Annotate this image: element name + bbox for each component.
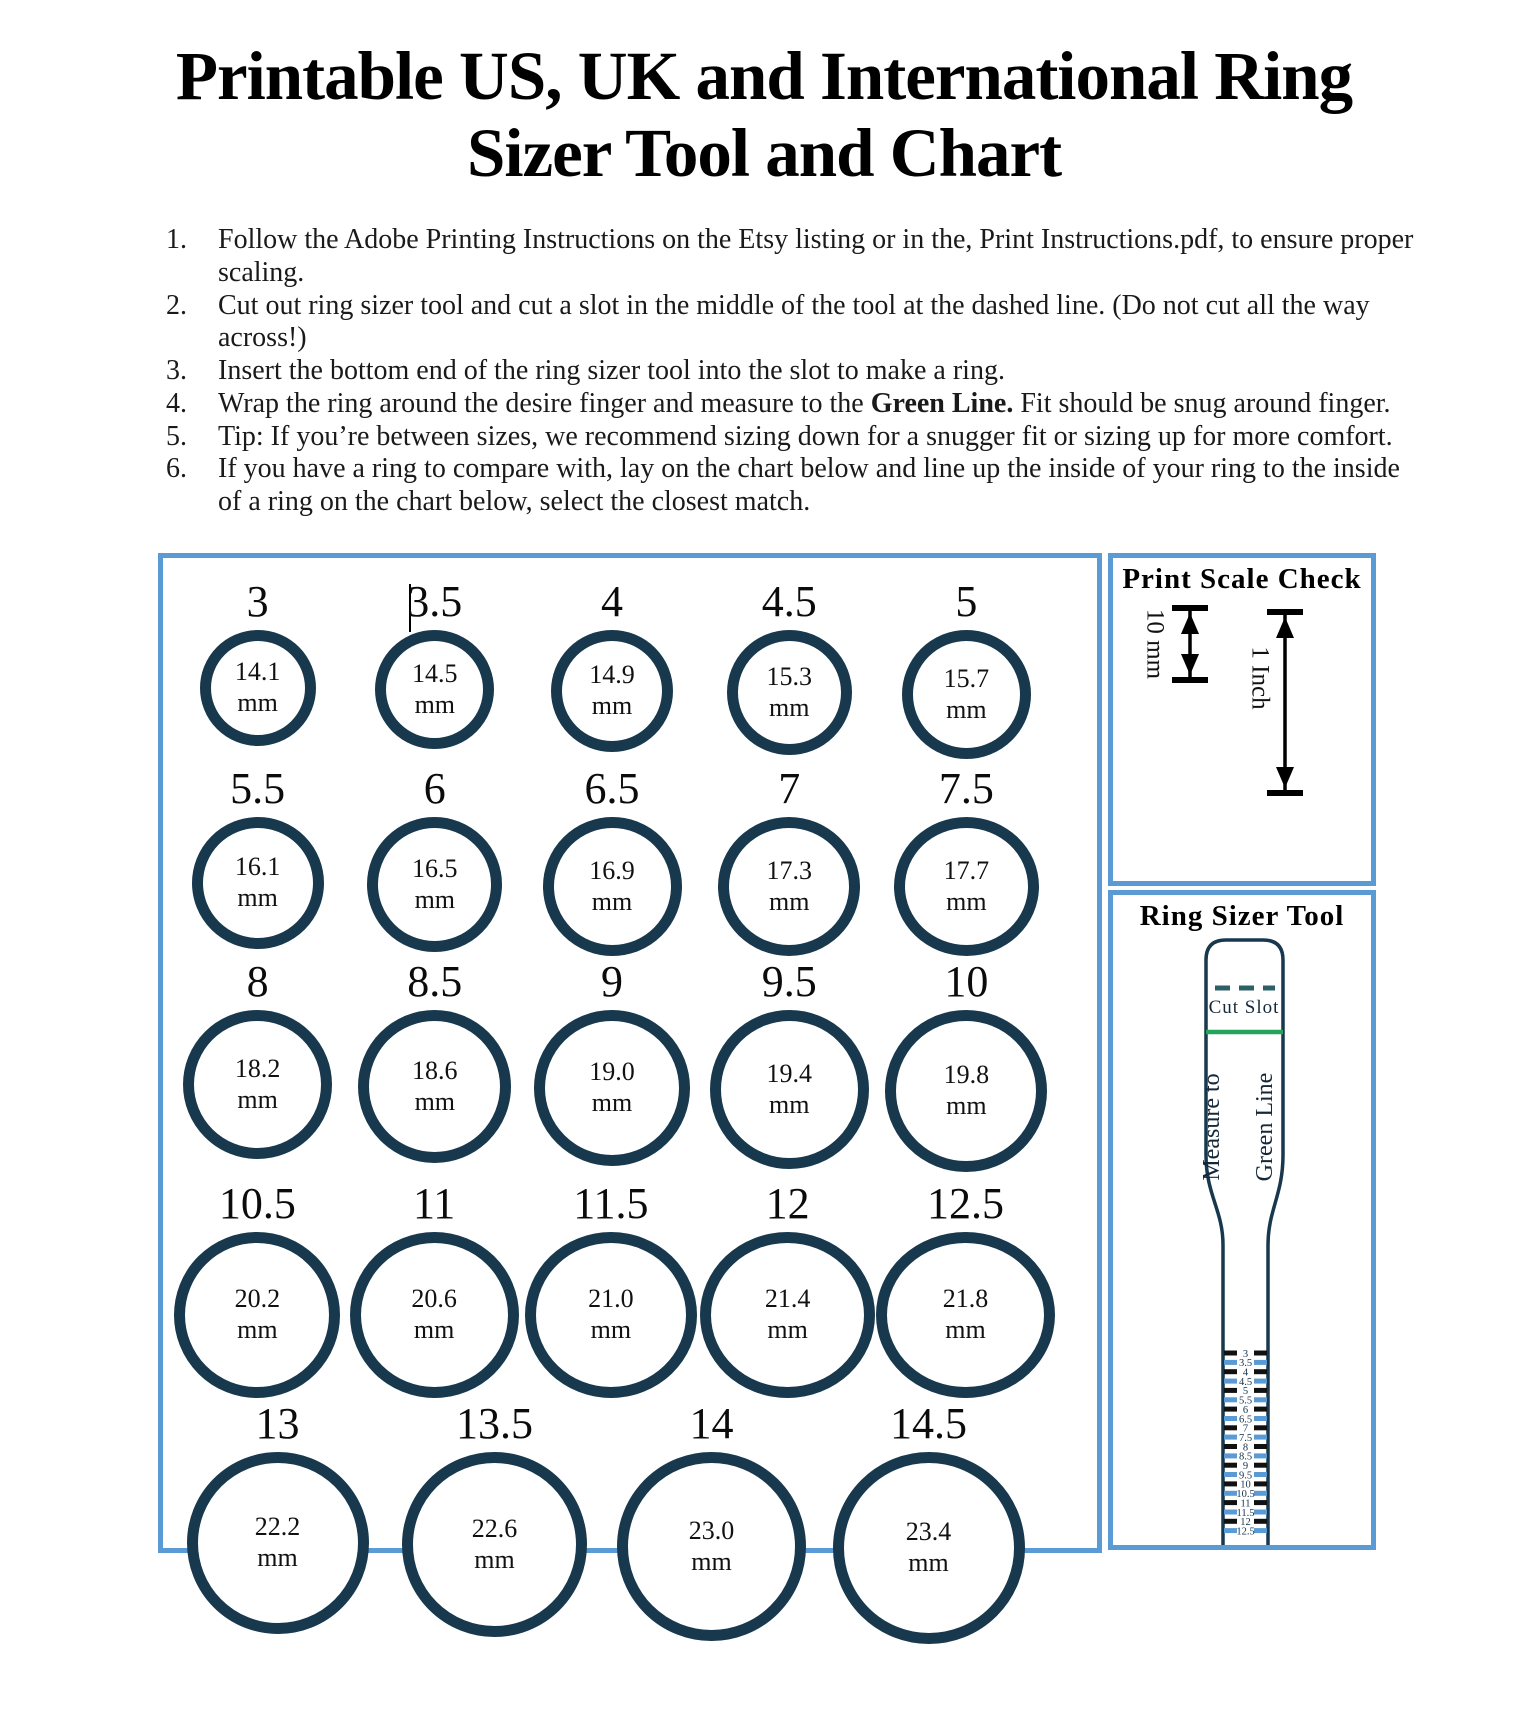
ring-mm-unit: mm <box>908 1548 949 1577</box>
ring-size-label: 3.5 <box>407 577 463 626</box>
ring-cell <box>523 576 700 763</box>
ring-mm-unit: mm <box>237 688 278 717</box>
ring-row <box>163 576 1097 763</box>
ring-mm-unit: mm <box>591 691 633 720</box>
ring-mm-unit: mm <box>413 1315 455 1344</box>
ring-mm-value: 20.2 mm <box>234 1284 281 1344</box>
ruler-tick <box>1224 1463 1237 1468</box>
ruler-tick <box>1224 1519 1237 1524</box>
ruler-size-label: 5 <box>1242 1386 1249 1398</box>
ring-mm-value: 23.4 mm <box>905 1517 952 1577</box>
ring-mm-value: 20.6 mm <box>411 1284 457 1344</box>
ring-cell <box>603 1398 820 1718</box>
ring-mm-value: 21.8 mm <box>942 1284 989 1344</box>
ring-mm-unit: mm <box>414 1086 456 1116</box>
ring-size-label: 4.5 <box>761 577 817 626</box>
ruler-tick <box>1224 1435 1237 1440</box>
ring-mm-value: 18.2 mm <box>234 1053 281 1114</box>
page-title-line2: Sizer Tool and Chart <box>466 115 1062 192</box>
instruction-number: 4. <box>166 387 187 419</box>
ring-cell <box>701 956 878 1178</box>
ring-size-label: 11.5 <box>573 1179 649 1228</box>
ring-circle <box>617 1452 806 1641</box>
ring-circle <box>876 1232 1055 1398</box>
ruler-size-label: 12.5 <box>1236 1526 1255 1538</box>
ring-mm-unit: mm <box>946 694 987 724</box>
ruler-tick <box>1254 1453 1267 1458</box>
instruction-number: 1. <box>166 224 187 255</box>
ruler-tick <box>1254 1481 1267 1486</box>
ring-mm-unit: mm <box>414 689 456 719</box>
ruler-size-label: 7 <box>1242 1423 1249 1435</box>
ring-circle <box>174 1232 340 1398</box>
ring-row <box>163 1178 1097 1398</box>
ruler-tick <box>1224 1351 1237 1356</box>
ruler-tick <box>1254 1369 1267 1374</box>
ruler-tick <box>1224 1388 1237 1393</box>
ruler-tick <box>1254 1416 1267 1421</box>
ring-mm-unit: mm <box>257 1543 298 1572</box>
ring-row <box>163 956 1097 1178</box>
ruler-tick <box>1224 1407 1237 1412</box>
print-scale-check-box <box>1108 553 1376 886</box>
ring-mm-value: 15.7 mm <box>943 663 990 724</box>
ring-mm-unit: mm <box>591 1088 633 1117</box>
ring-size-label: 9.5 <box>761 957 817 1006</box>
ruler-size-label: 6 <box>1242 1404 1249 1416</box>
page-title-line1: Printable US, UK and International Ring <box>175 38 1353 114</box>
ring-size-label: 3 <box>246 577 269 626</box>
instruction-item <box>166 421 1428 454</box>
ruler-tick <box>1254 1510 1267 1515</box>
instruction-text: Tip: If you’re between sizes, we recommend sizing down for a snugger fit or sizing up for more comfort. <box>218 420 1393 452</box>
ring-circle <box>885 1010 1047 1172</box>
ring-cell <box>878 576 1055 763</box>
ruler-size-label: 9.5 <box>1238 1470 1253 1482</box>
ring-mm-unit: mm <box>590 1315 632 1344</box>
ring-circle <box>358 1010 511 1163</box>
ruler-size-label: 9 <box>1242 1461 1249 1472</box>
ring-sizer-tool-title: Ring Sizer Tool <box>1139 900 1345 932</box>
ring-cell <box>169 1398 386 1718</box>
ring-mm-value: 21.4 mm <box>764 1284 811 1344</box>
ruler-tick <box>1254 1519 1267 1524</box>
instruction-number: 5. <box>166 420 187 452</box>
ring-mm-value: 16.5 mm <box>412 853 458 914</box>
ruler-size-label: 6.5 <box>1238 1414 1253 1426</box>
ring-size-label: 6 <box>423 764 446 813</box>
ring-mm-value: 16.1 mm <box>234 852 281 912</box>
ring-sizer-tool-diagram <box>1113 895 1371 1545</box>
ring-size-label: 10 <box>944 957 989 1006</box>
ruler-tick <box>1254 1472 1267 1477</box>
ring-size-label: 4 <box>601 577 623 626</box>
ring-mm-unit: mm <box>768 692 810 722</box>
ruler-tick <box>1254 1463 1267 1468</box>
ring-circle <box>902 630 1031 759</box>
ring-circle <box>525 1232 697 1398</box>
print-scale-check-diagram <box>1113 558 1371 881</box>
ruler-size-label: 12 <box>1240 1517 1251 1529</box>
ruler-tick <box>1224 1379 1237 1384</box>
ring-circle <box>367 817 502 952</box>
instruction-text: If you have a ring to compare with, lay on the chart below and line up the inside of your ring to the inside of a ring on the chart below, select the closest match. <box>218 453 1400 517</box>
ring-sizer-tool-box <box>1108 890 1376 1550</box>
ring-cell <box>878 763 1055 956</box>
ring-mm-unit: mm <box>946 886 987 916</box>
ring-size-label: 8.5 <box>407 957 463 1006</box>
green-line-label: Green Line <box>1252 1072 1278 1182</box>
ten-mm-label: 10 mm <box>1141 608 1169 680</box>
ring-mm-value: 14.9 mm <box>589 660 635 720</box>
ruler-tick <box>1224 1444 1237 1449</box>
print-scale-check-title: Print Scale Check <box>1122 563 1362 595</box>
ring-circle <box>894 817 1039 956</box>
ruler-tick <box>1224 1369 1237 1374</box>
ring-row <box>163 1398 1097 1718</box>
ring-mm-unit: mm <box>691 1546 732 1576</box>
ruler-tick <box>1224 1360 1237 1365</box>
instruction-item <box>166 224 1428 290</box>
instruction-item <box>166 453 1428 519</box>
ruler-tick <box>1224 1481 1237 1486</box>
ring-mm-unit: mm <box>768 1089 810 1119</box>
ruler-tick <box>1254 1397 1267 1402</box>
ruler-tick <box>1224 1510 1237 1515</box>
one-inch-label: 1 Inch <box>1246 646 1274 710</box>
ring-circle <box>200 630 316 746</box>
ruler-tick <box>1224 1416 1237 1421</box>
ring-mm-value: 17.3 mm <box>766 855 812 916</box>
ring-size-label: 8 <box>246 957 269 1006</box>
ring-circle <box>192 817 324 949</box>
instruction-item <box>166 290 1428 356</box>
ring-size-label: 14.5 <box>890 1399 967 1448</box>
ring-circle <box>833 1452 1025 1644</box>
ring-mm-value: 14.1 mm <box>234 657 281 717</box>
ring-mm-value: 18.6 mm <box>412 1055 458 1116</box>
ring-row <box>163 763 1097 956</box>
ring-circle <box>183 1010 332 1159</box>
ruler-tick <box>1254 1435 1267 1440</box>
ring-circle <box>700 1232 875 1398</box>
ruler-tick <box>1224 1491 1237 1496</box>
ring-size-label: 5 <box>955 577 978 626</box>
ring-circle <box>727 630 852 755</box>
ring-mm-unit: mm <box>767 1315 808 1344</box>
ruler-size-label: 7.5 <box>1238 1432 1253 1444</box>
ring-cell <box>346 956 523 1178</box>
instruction-text: Cut out ring sizer tool and cut a slot in the middle of the tool at the dashed line. (Do not cut all the way across!) <box>218 289 1370 354</box>
ruler-tick <box>1254 1407 1267 1412</box>
ruler-tick <box>1254 1491 1267 1496</box>
ring-mm-value: 15.3 mm <box>766 661 812 722</box>
ring-circle <box>543 817 682 956</box>
ring-cell <box>523 1178 700 1398</box>
ring-mm-value: 21.0 mm <box>588 1284 634 1344</box>
ring-cell <box>346 763 523 956</box>
ring-mm-unit: mm <box>237 883 278 912</box>
ring-mm-value: 19.4 mm <box>766 1058 812 1119</box>
ring-mm-unit: mm <box>237 1084 278 1114</box>
ring-mm-value: 19.8 mm <box>943 1060 990 1120</box>
instructions-list <box>166 224 1428 519</box>
ring-mm-value: 17.7 mm <box>943 855 990 916</box>
ring-cell <box>699 1178 876 1398</box>
ring-circle <box>710 1010 869 1169</box>
ring-cell <box>346 576 523 763</box>
instruction-item <box>166 355 1428 388</box>
ruler-tick <box>1224 1528 1237 1533</box>
ring-cell <box>523 956 700 1178</box>
ring-cell <box>523 763 700 956</box>
instruction-text: Follow the Adobe Printing Instructions on the Etsy listing or in the, Print Instructions.pdf, to ensure proper scaling. <box>218 224 1414 288</box>
ring-mm-value: 14.5 mm <box>412 658 458 719</box>
instruction-item <box>166 388 1428 421</box>
ruler-tick <box>1254 1360 1267 1365</box>
ruler-size-label: 4 <box>1242 1367 1249 1379</box>
instruction-text: Insert the bottom end of the ring sizer tool into the slot to make a ring. <box>218 355 1005 386</box>
ring-mm-value: 22.6 mm <box>471 1513 518 1574</box>
measure-to-label: Measure to <box>1199 1073 1225 1181</box>
ring-cell <box>701 576 878 763</box>
ring-circle <box>187 1452 369 1634</box>
ruler-size-label: 11.5 <box>1236 1507 1255 1519</box>
ring-size-label: 13 <box>255 1399 300 1448</box>
ring-size-label: 14 <box>689 1399 734 1448</box>
ring-mm-unit: mm <box>945 1315 986 1344</box>
ruler-tick <box>1254 1500 1267 1505</box>
ring-mm-unit: mm <box>237 1315 278 1344</box>
ring-mm-unit: mm <box>946 1091 987 1120</box>
ring-size-label: 10.5 <box>218 1179 296 1228</box>
ring-cell <box>386 1398 603 1718</box>
instruction-text: Wrap the ring around the desire finger and measure to the Green Line. Fit should be snug around finger. <box>218 387 1391 419</box>
ring-cell <box>876 1178 1055 1398</box>
ring-mm-value: 22.2 mm <box>254 1512 301 1572</box>
ring-circle <box>551 630 673 752</box>
ruler-size-label: 5.5 <box>1238 1395 1253 1407</box>
ring-size-label: 12.5 <box>927 1179 1004 1228</box>
ring-cell <box>169 956 346 1178</box>
ring-cell <box>346 1178 523 1398</box>
ring-cell <box>701 763 878 956</box>
ring-size-label: 11 <box>412 1179 456 1228</box>
ruler-size-label: 10.5 <box>1236 1489 1255 1500</box>
ring-size-label: 6.5 <box>584 764 640 813</box>
page-title <box>0 38 1528 193</box>
instruction-number: 6. <box>166 453 187 485</box>
ruler-tick <box>1224 1397 1237 1402</box>
ring-mm-value: 16.9 mm <box>589 855 635 916</box>
ruler-size-label: 10 <box>1240 1479 1251 1491</box>
ruler-size-label: 11 <box>1240 1498 1251 1510</box>
ring-size-label: 5.5 <box>230 764 286 813</box>
ruler-tick <box>1254 1388 1267 1393</box>
ring-size-chart <box>158 553 1102 1577</box>
ring-mm-value: 19.0 mm <box>589 1057 635 1117</box>
ring-cell <box>169 576 346 763</box>
ruler-size-label: 8.5 <box>1238 1451 1253 1463</box>
ring-cell <box>169 763 346 956</box>
ruler-size-label: 3 <box>1242 1348 1249 1360</box>
ruler-tick <box>1254 1444 1267 1449</box>
ruler-size-label: 4.5 <box>1238 1376 1253 1388</box>
ruler-size-label: 3.5 <box>1238 1358 1253 1370</box>
ring-size-label: 12 <box>765 1179 810 1228</box>
ring-size-label: 9 <box>601 957 623 1006</box>
ring-circle <box>534 1010 690 1166</box>
instruction-number: 3. <box>166 355 187 386</box>
ruler-ticks <box>1224 1349 1267 1538</box>
ruler-tick <box>1224 1425 1237 1430</box>
ruler-tick <box>1224 1500 1237 1505</box>
ring-size-label: 7.5 <box>938 764 994 813</box>
ring-cell <box>820 1398 1037 1718</box>
ring-size-label: 7 <box>778 764 801 813</box>
ring-cell <box>169 1178 346 1398</box>
ruler-size-label: 8 <box>1242 1442 1249 1454</box>
ring-mm-unit: mm <box>474 1544 515 1574</box>
ring-mm-unit: mm <box>591 886 633 916</box>
instruction-number: 2. <box>166 289 187 321</box>
ring-circle <box>350 1232 519 1398</box>
ring-mm-value: 23.0 mm <box>688 1515 735 1576</box>
ring-cell <box>878 956 1055 1178</box>
ring-circle <box>375 630 494 749</box>
ruler-tick <box>1254 1425 1267 1430</box>
cut-slot-label: Cut Slot <box>1208 997 1280 1018</box>
ring-circle <box>718 817 860 956</box>
ruler-tick <box>1254 1379 1267 1384</box>
ring-circle <box>402 1452 587 1637</box>
ring-mm-unit: mm <box>414 884 456 914</box>
ruler-tick <box>1224 1472 1237 1477</box>
ruler-tick <box>1254 1351 1267 1356</box>
ring-mm-unit: mm <box>768 886 810 916</box>
ruler-tick <box>1254 1528 1267 1533</box>
ring-size-label: 13.5 <box>456 1399 533 1448</box>
ruler-tick <box>1224 1453 1237 1458</box>
ten-mm-arrow-icon <box>1172 605 1208 683</box>
